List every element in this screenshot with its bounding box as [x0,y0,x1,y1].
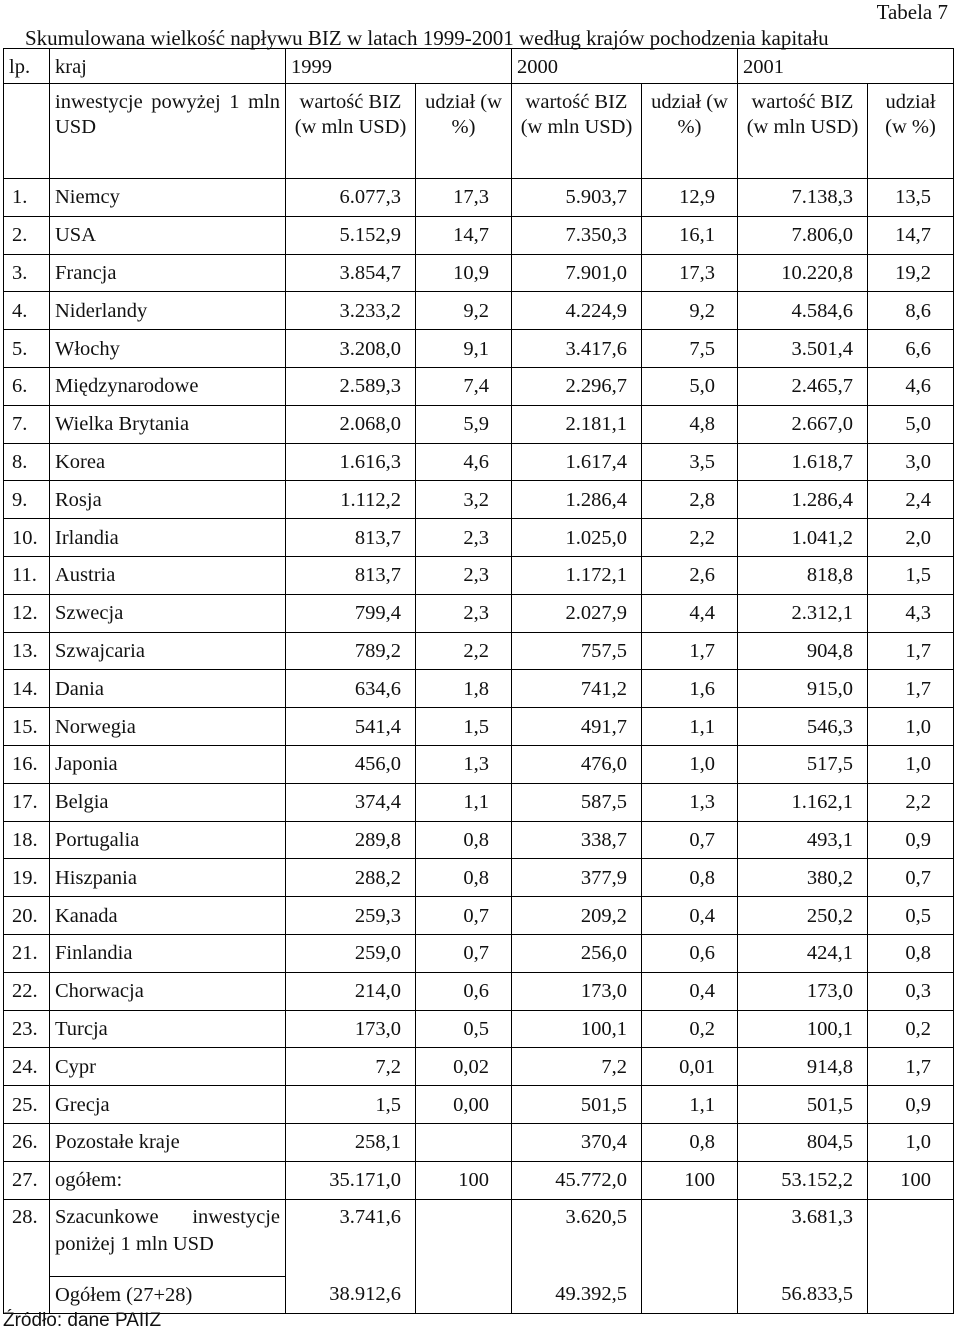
row-val-2000: 1.172,1 [512,556,642,594]
table-row [4,216,954,254]
table-row [4,708,954,746]
row-lp: 14. [4,670,50,708]
table-row [4,330,954,368]
row-pct-1999: 10,9 [416,254,512,292]
row-pct-2000: 3,5 [642,443,738,481]
row-pct-2001: 1,5 [868,556,954,594]
header-year-2001: 2001 [738,49,954,84]
row-val-2000: 1.025,0 [512,519,642,557]
row-kraj: Japonia [50,745,286,783]
row-kraj: Finlandia [50,934,286,972]
row-val-2001: 1.286,4 [738,481,868,519]
row-val-2001: 100,1 [738,1010,868,1048]
row-val-2000: 4.224,9 [512,292,642,330]
table-row [4,897,954,935]
row-pct-2001 [868,1199,954,1276]
header-row-sub [4,84,954,179]
row-pct-1999: 2,3 [416,556,512,594]
table-row [4,179,954,217]
table-row [4,519,954,557]
row-val-2000: 3.417,6 [512,330,642,368]
row-pct-2000: 2,6 [642,556,738,594]
row-pct-2000: 2,8 [642,481,738,519]
row-pct-2001: 4,3 [868,594,954,632]
row-val-2001: 173,0 [738,972,868,1010]
row-val-2001: 1.618,7 [738,443,868,481]
row-val-1999: 1.616,3 [286,443,416,481]
row-val-1999: 6.077,3 [286,179,416,217]
row-val-2000: 377,9 [512,859,642,897]
header-pct-2001: udział (w %) [868,84,954,179]
row-val-1999: 259,3 [286,897,416,935]
row-val-1999: 173,0 [286,1010,416,1048]
row-kraj: Cypr [50,1048,286,1086]
row-val-1999: 634,6 [286,670,416,708]
row-val-1999: 789,2 [286,632,416,670]
row-pct-2000: 1,0 [642,745,738,783]
row-pct-1999: 0,8 [416,859,512,897]
row-kraj: Portugalia [50,821,286,859]
row-val-2001: 7.138,3 [738,179,868,217]
row-pct-2000: 7,5 [642,330,738,368]
row-lp: 12. [4,594,50,632]
table-row [4,972,954,1010]
row-val-1999: 258,1 [286,1123,416,1161]
row-pct-2001: 0,9 [868,1086,954,1124]
row-pct-1999: 3,2 [416,481,512,519]
row-pct-1999: 4,6 [416,443,512,481]
row-pct-2001: 0,5 [868,897,954,935]
row-pct-2001: 0,8 [868,934,954,972]
row-val-1999: 813,7 [286,519,416,557]
row-lp: 22. [4,972,50,1010]
row-pct-2001: 6,6 [868,330,954,368]
row-pct-2001: 14,7 [868,216,954,254]
row-pct-2000: 17,3 [642,254,738,292]
row-val-2001: 1.162,1 [738,783,868,821]
row-val-1999: 5.152,9 [286,216,416,254]
row-pct-2000: 1,6 [642,670,738,708]
row-kraj: Turcja [50,1010,286,1048]
row-kraj: Dania [50,670,286,708]
row-pct-1999: 0,7 [416,897,512,935]
row-val-2000: 173,0 [512,972,642,1010]
row-lp: 11. [4,556,50,594]
table-label: Tabela 7 [876,0,948,24]
row-lp: 26. [4,1123,50,1161]
row-val-2001: 3.681,3 [738,1199,868,1276]
row-val-1999: 374,4 [286,783,416,821]
row-pct-1999: 0,02 [416,1048,512,1086]
row-lp: 15. [4,708,50,746]
table-row [4,632,954,670]
row-val-2001: 2.465,7 [738,367,868,405]
table-row [4,481,954,519]
row-pct-2000: 0,7 [642,821,738,859]
row-pct-2001: 0,7 [868,859,954,897]
row-pct-1999: 9,2 [416,292,512,330]
row-pct-2000: 1,1 [642,708,738,746]
row-kraj: Grecja [50,1086,286,1124]
row-val-1999: 289,8 [286,821,416,859]
row-pct-2001: 4,6 [868,367,954,405]
row-val-2001: 53.152,2 [738,1161,868,1199]
row-pct-2001: 3,0 [868,443,954,481]
row-kraj: Francja [50,254,286,292]
row-lp: 3. [4,254,50,292]
row-val-1999: 3.208,0 [286,330,416,368]
header-val-2000: wartość BIZ (w mln USD) [512,84,642,179]
table-row [4,254,954,292]
row-pct-2001: 0,9 [868,821,954,859]
fdi-table [3,48,954,1314]
row-val-2001: 7.806,0 [738,216,868,254]
row-pct-2001: 0,2 [868,1010,954,1048]
row-val-1999: 7,2 [286,1048,416,1086]
row-val-2001: 501,5 [738,1086,868,1124]
row-val-2000: 1.617,4 [512,443,642,481]
row-val-2000: 7.350,3 [512,216,642,254]
row-val-1999: 288,2 [286,859,416,897]
table-row [4,556,954,594]
row-kraj: USA [50,216,286,254]
row-val-1999: 259,0 [286,934,416,972]
row-pct-2001 [868,1276,954,1313]
row-pct-2001: 2,4 [868,481,954,519]
row-pct-2001: 1,0 [868,745,954,783]
row-pct-1999: 1,8 [416,670,512,708]
row-pct-2001: 1,7 [868,632,954,670]
row-val-1999: 813,7 [286,556,416,594]
header-year-1999: 1999 [286,49,512,84]
row-pct-2000: 9,2 [642,292,738,330]
header-row-years [4,49,954,84]
row-val-2000: 476,0 [512,745,642,783]
row-pct-2000: 0,8 [642,1123,738,1161]
row-pct-2000 [642,1276,738,1313]
row-lp: 1. [4,179,50,217]
row-lp: 23. [4,1010,50,1048]
row-lp: 25. [4,1086,50,1124]
row-kraj: Hiszpania [50,859,286,897]
row-lp: 8. [4,443,50,481]
row-lp: 16. [4,745,50,783]
row-val-2000: 209,2 [512,897,642,935]
row-pct-2001: 13,5 [868,179,954,217]
row-pct-2001: 1,0 [868,1123,954,1161]
row-lp: 9. [4,481,50,519]
row-pct-1999: 0,8 [416,821,512,859]
row-pct-2000: 0,4 [642,897,738,935]
row-val-2001: 3.501,4 [738,330,868,368]
row-kraj: Korea [50,443,286,481]
row-pct-2001: 1,7 [868,670,954,708]
row-lp: 27. [4,1161,50,1199]
table-row [4,443,954,481]
row-val-1999: 2.589,3 [286,367,416,405]
row-val-2001: 904,8 [738,632,868,670]
row-pct-2000: 1,1 [642,1086,738,1124]
row-val-2001: 818,8 [738,556,868,594]
table-row [4,367,954,405]
row-pct-1999: 9,1 [416,330,512,368]
row-val-2001: 546,3 [738,708,868,746]
row-pct-2000: 4,8 [642,405,738,443]
row-kraj: Niemcy [50,179,286,217]
row-lp: 2. [4,216,50,254]
row-pct-1999: 0,7 [416,934,512,972]
row-lp: 20. [4,897,50,935]
row-kraj: Ogółem (27+28) [50,1276,286,1313]
row-pct-2001: 5,0 [868,405,954,443]
row-pct-1999: 14,7 [416,216,512,254]
table-row [4,670,954,708]
row-pct-2000: 1,3 [642,783,738,821]
row-pct-2000: 5,0 [642,367,738,405]
table-row [4,783,954,821]
row-kraj: Chorwacja [50,972,286,1010]
row-val-2000: 3.620,5 [512,1199,642,1276]
row-pct-1999: 2,3 [416,519,512,557]
row-kraj: Austria [50,556,286,594]
row-val-2000: 2.027,9 [512,594,642,632]
row-lp: 4. [4,292,50,330]
row-pct-1999 [416,1276,512,1313]
row-val-2001: 2.312,1 [738,594,868,632]
row-val-2000: 491,7 [512,708,642,746]
table-row [4,821,954,859]
table-row [4,934,954,972]
row-pct-1999: 0,6 [416,972,512,1010]
row-val-2000: 7,2 [512,1048,642,1086]
row-val-2001: 424,1 [738,934,868,972]
row-val-2000: 7.901,0 [512,254,642,292]
row-val-2001: 4.584,6 [738,292,868,330]
row-lp [4,1276,50,1313]
row-kraj: Kanada [50,897,286,935]
row-pct-1999: 7,4 [416,367,512,405]
row-lp: 24. [4,1048,50,1086]
row-pct-2000: 2,2 [642,519,738,557]
row-val-2000: 2.181,1 [512,405,642,443]
row-val-2000: 587,5 [512,783,642,821]
header-val-2001: wartość BIZ (w mln USD) [738,84,868,179]
row-lp: 19. [4,859,50,897]
row-kraj: Pozostałe kraje [50,1123,286,1161]
row-pct-1999: 100 [416,1161,512,1199]
table-row [4,594,954,632]
row-pct-2001: 8,6 [868,292,954,330]
row-kraj: Wielka Brytania [50,405,286,443]
row-lp: 28. [4,1199,50,1276]
row-val-2000: 100,1 [512,1010,642,1048]
header-val-1999: wartość BIZ (w mln USD) [286,84,416,179]
row-lp: 17. [4,783,50,821]
row-val-2001: 517,5 [738,745,868,783]
source-note: Źródło: dane PAIIZ [3,1310,162,1331]
row-kraj: Belgia [50,783,286,821]
table-row [4,1123,954,1161]
row-val-1999: 35.171,0 [286,1161,416,1199]
table-row [4,745,954,783]
row-val-2000: 338,7 [512,821,642,859]
row-lp: 5. [4,330,50,368]
table-row [4,1086,954,1124]
row-pct-1999: 1,1 [416,783,512,821]
row-val-2001: 804,5 [738,1123,868,1161]
row-val-1999: 799,4 [286,594,416,632]
row-pct-2000 [642,1199,738,1276]
row-val-2000: 370,4 [512,1123,642,1161]
row-pct-2000: 0,6 [642,934,738,972]
row-pct-1999 [416,1123,512,1161]
row-lp: 10. [4,519,50,557]
row-val-2000: 5.903,7 [512,179,642,217]
row-pct-1999: 1,5 [416,708,512,746]
row-pct-1999: 0,00 [416,1086,512,1124]
row-kraj: Niderlandy [50,292,286,330]
row-val-2001: 915,0 [738,670,868,708]
header-lp-empty [4,84,50,179]
table-row [4,1010,954,1048]
row-val-2000: 741,2 [512,670,642,708]
row-pct-2001: 0,3 [868,972,954,1010]
row-val-2000: 45.772,0 [512,1161,642,1199]
table-row [4,292,954,330]
row-val-2001: 10.220,8 [738,254,868,292]
table-row [4,405,954,443]
row-kraj: Norwegia [50,708,286,746]
row-val-1999: 2.068,0 [286,405,416,443]
row-val-1999: 3.741,6 [286,1199,416,1276]
table-row [4,859,954,897]
row-val-2001: 250,2 [738,897,868,935]
header-year-2000: 2000 [512,49,738,84]
row-pct-2001: 1,0 [868,708,954,746]
row-kraj: Szwajcaria [50,632,286,670]
header-lp: lp. [4,49,50,84]
row-pct-2001: 100 [868,1161,954,1199]
row-kraj: Irlandia [50,519,286,557]
row-val-1999: 541,4 [286,708,416,746]
row-kraj: Szacunkowe inwestycje poniżej 1 mln USD [50,1199,286,1276]
row-pct-1999: 17,3 [416,179,512,217]
row-pct-2000: 0,2 [642,1010,738,1048]
row-kraj: Włochy [50,330,286,368]
header-kraj: kraj [50,49,286,84]
row-lp: 6. [4,367,50,405]
header-pct-1999: udział (w %) [416,84,512,179]
row-lp: 13. [4,632,50,670]
row-pct-2000: 4,4 [642,594,738,632]
table-row-estimates [4,1199,954,1276]
row-kraj: Rosja [50,481,286,519]
row-val-2001: 380,2 [738,859,868,897]
row-lp: 21. [4,934,50,972]
table-row-total [4,1276,954,1313]
row-val-2000: 256,0 [512,934,642,972]
row-val-1999: 3.233,2 [286,292,416,330]
row-pct-2001: 1,7 [868,1048,954,1086]
row-val-1999: 38.912,6 [286,1276,416,1313]
row-pct-2000: 0,4 [642,972,738,1010]
table-title: Skumulowana wielkość napływu BIZ w latach 1999-2001 według krajów pochodzenia kapitału [25,26,829,50]
row-pct-2000: 1,7 [642,632,738,670]
row-val-2001: 914,8 [738,1048,868,1086]
row-val-1999: 3.854,7 [286,254,416,292]
row-pct-2000: 0,8 [642,859,738,897]
row-pct-1999: 2,2 [416,632,512,670]
row-lp: 18. [4,821,50,859]
row-pct-2001: 19,2 [868,254,954,292]
table-row [4,1161,954,1199]
row-val-2001: 2.667,0 [738,405,868,443]
table-row [4,1048,954,1086]
row-val-1999: 1,5 [286,1086,416,1124]
header-pct-2000: udział (w %) [642,84,738,179]
row-val-2000: 49.392,5 [512,1276,642,1313]
row-pct-1999: 1,3 [416,745,512,783]
header-kraj-sub: inwestycje powyżej 1 mln USD [50,84,286,179]
row-pct-2000: 0,01 [642,1048,738,1086]
row-pct-1999: 5,9 [416,405,512,443]
row-kraj: Szwecja [50,594,286,632]
row-pct-2001: 2,0 [868,519,954,557]
row-val-1999: 214,0 [286,972,416,1010]
row-val-1999: 456,0 [286,745,416,783]
row-pct-2000: 16,1 [642,216,738,254]
row-pct-1999: 2,3 [416,594,512,632]
row-val-2000: 2.296,7 [512,367,642,405]
row-pct-2000: 12,9 [642,179,738,217]
row-pct-2001: 2,2 [868,783,954,821]
row-pct-1999 [416,1199,512,1276]
row-pct-2000: 100 [642,1161,738,1199]
row-kraj: ogółem: [50,1161,286,1199]
row-pct-1999: 0,5 [416,1010,512,1048]
row-val-2000: 1.286,4 [512,481,642,519]
row-val-2000: 757,5 [512,632,642,670]
row-lp: 7. [4,405,50,443]
row-kraj: Międzynarodowe [50,367,286,405]
row-val-2001: 493,1 [738,821,868,859]
row-val-2001: 1.041,2 [738,519,868,557]
row-val-2001: 56.833,5 [738,1276,868,1313]
row-val-1999: 1.112,2 [286,481,416,519]
row-val-2000: 501,5 [512,1086,642,1124]
